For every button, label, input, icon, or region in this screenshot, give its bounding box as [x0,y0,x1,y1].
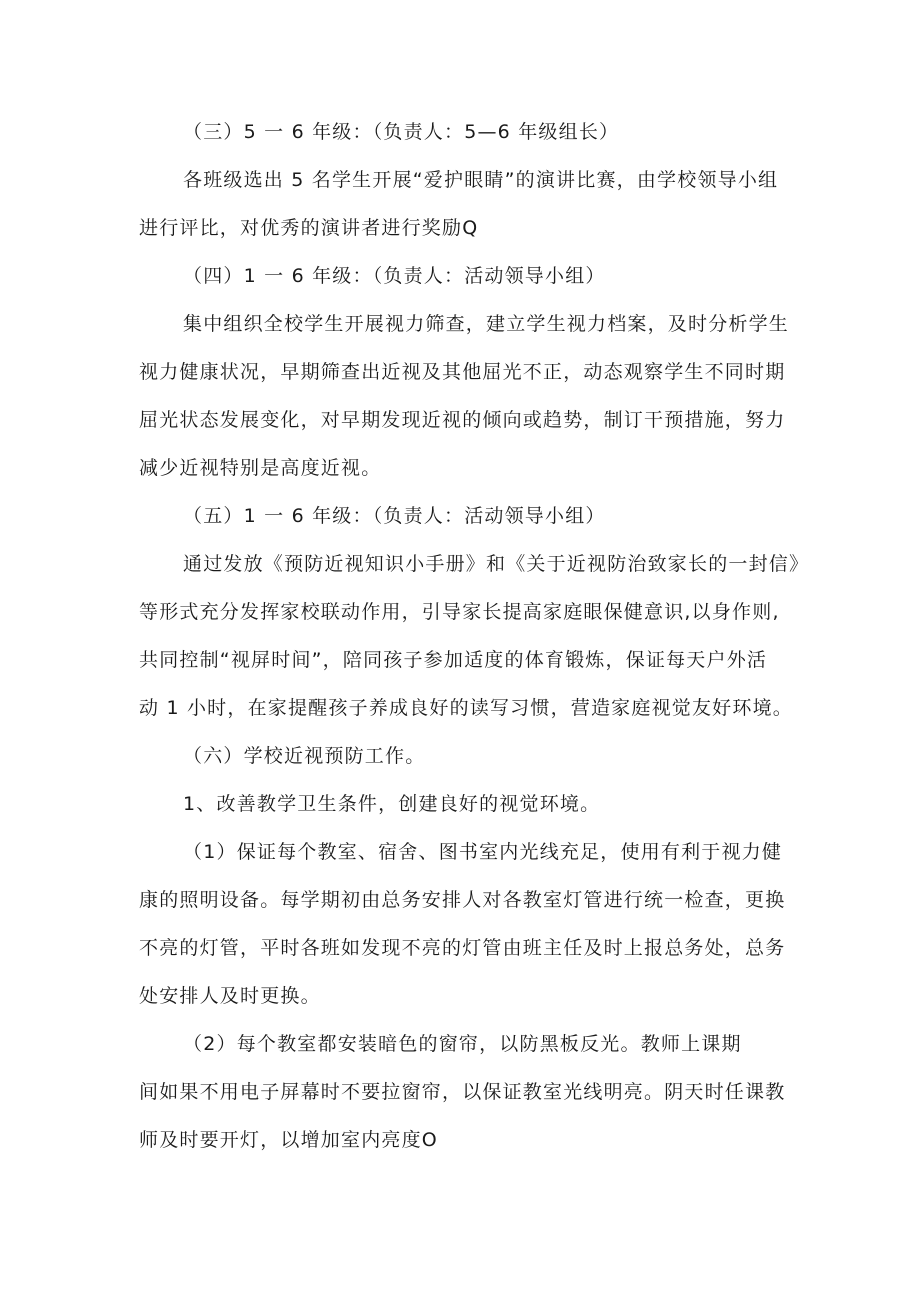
paragraph-line: （2）每个教室都安装暗色的窗帘，以防黑板反光。教师上课期 [183,1033,742,1055]
paragraph-line: 师及时要开灯，以增加室内亮度O [139,1129,438,1151]
paragraph-line: 屈光状态发展变化，对早期发现近视的倾向或趋势，制订干预措施，努力 [139,409,786,431]
paragraph-line: 视力健康状况，早期筛查出近视及其他屈光不正，动态观察学生不同时期 [139,361,786,383]
paragraph-line: 不亮的灯管，平时各班如发现不亮的灯管由班主任及时上报总务处，总务 [139,937,786,959]
paragraph-line: 集中组织全校学生开展视力筛查，建立学生视力档案，及时分析学生 [183,313,790,335]
paragraph-line: 间如果不用电子屏幕时不要拉窗帘，以保证教室光线明亮。阴天时任课教 [139,1081,786,1103]
paragraph-line: 等形式充分发挥家校联动作用，引导家长提高家庭眼保健意识,以身作则, [139,601,780,623]
subheading-teaching-conditions: 1、改善教学卫生条件，创建良好的视觉环境。 [183,793,601,815]
paragraph-line: 处安排人及时更换。 [139,985,321,1007]
paragraph-line: 通过发放《预防近视知识小手册》和《关于近视防治致家长的一封信》 [183,553,810,575]
heading-grade-1-6-family: （五）1 一 6 年级：（负责人：活动领导小组） [183,505,606,527]
paragraph-line: 各班级选出 5 名学生开展“爱护眼睛”的演讲比赛，由学校领导小组 [183,169,779,191]
paragraph-line: 康的照明设备。每学期初由总务安排人对各教室灯管进行统一检查，更换 [139,889,786,911]
paragraph-line: 共同控制“视屏时间”，陪同孩子参加适度的体育锻炼，保证每天户外活 [139,649,768,671]
paragraph-line: （1）保证每个教室、宿舍、图书室内光线充足，使用有利于视力健 [183,841,783,863]
heading-school-prevention: （六）学校近视预防工作。 [183,745,426,767]
paragraph-line: 进行评比，对优秀的演讲者进行奖励Q [139,217,479,239]
paragraph-line: 减少近视特别是高度近视。 [139,457,382,479]
heading-grade-5-6: （三）5 一 6 年级：（负责人：5—6 年级组长） [183,121,620,143]
heading-grade-1-6-screening: （四）1 一 6 年级：（负责人：活动领导小组） [183,265,606,287]
paragraph-line: 动 1 小时，在家提醒孩子养成良好的读写习惯，营造家庭视觉友好环境。 [139,697,793,719]
